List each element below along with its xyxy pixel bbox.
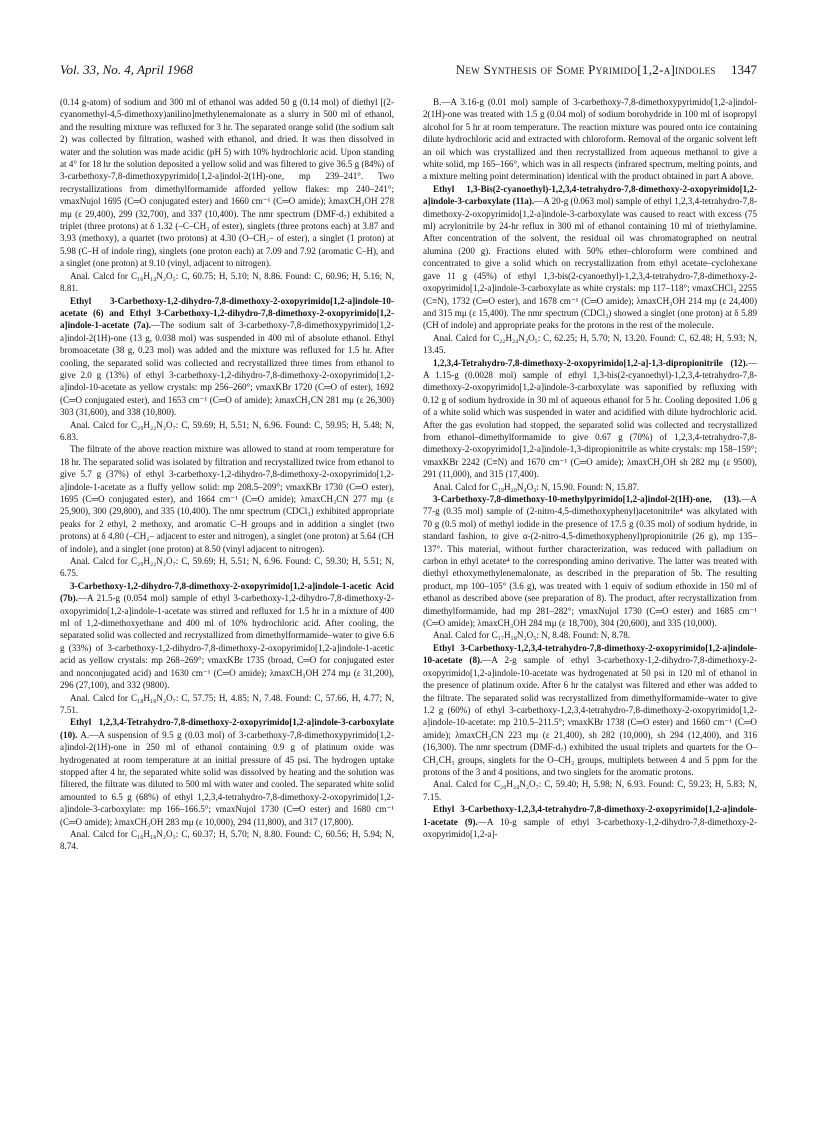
paragraph (60, 96, 394, 270)
paragraph (423, 481, 757, 493)
compound-heading: Ethyl 3-Carbethoxy-1,2,3,4-tetrahydro-7,8-dimethoxy-2-oxopyrimido[1,2-a]indole-1-acetate (9). (423, 804, 757, 827)
paragraph (60, 692, 394, 717)
paragraph-text: Anal. Calcd for C₁₆H₁₄N₂O₅: C, 60.75; H, 5.10; N, 8.86. Found: C, 60.96; H, 5.16; N, 8.81. (60, 270, 394, 294)
paragraph-text: Anal. Calcd for C₂₀H₂₂N₂O₇: C, 59.69; H, 5.51; N, 6.96. Found: C, 59.30; H, 5.51; N, 6.75. (60, 556, 394, 579)
page-number: 1347 (731, 62, 757, 77)
paragraph-text: (0.14 g-atom) of sodium and 300 ml of ethanol was added 50 g (0.14 mol) of diethyl [(2-cyanomethyl-4,5-dimethoxy)anilino]methylenemalonate as a slurry in 500 ml of ethanol, and the resulting mixture was refluxed for 3 hr. The separated orange solid (the sodium salt 2) was collected by filtration, washed with ethanol, and dried. It was then dissolved in water and the solution was made acidic (pH 5) with 10% hydrochloric acid. Upon standing at 4° for 18 hr the solution deposited a yellow solid and was filtered to give 36.5 g (84%) of 3-carbethoxy-7,8-dimethoxypyrimido[1,2-a]indol-2(1H)-one, mp 239–241°. Two recrystallizations from dimethylformamide afforded yellow flakes: mp 240–241°; νmaxNujol 1695 (C═O conjugated ester) and 1660 cm⁻¹ (C═O amide); λmaxCH₃OH 278 mμ (ε 29,400), 299 (32,700), and 337 (10,400). The nmr spectrum (DMF-d₇) exhibited a triplet (three protons) at δ 1.32 (–C–CH₃ of ester), singlets (three protons each) at 3.87 and 3.93 (methoxy), a quartet (two protons) at 4.30 (O–CH₂– of ester), a singlet (1 proton) at 5.98 (C–H of indole ring), singlets (one proton each) at 7.09 and 7.92 (aromatic C–H), and a singlet (one proton) at 9.10 (vinyl, adjacent to nitrogen). (60, 97, 394, 269)
paragraph (60, 270, 394, 295)
running-header (60, 62, 757, 82)
volume-info: Vol. 33, No. 4, April 1968 (60, 62, 194, 77)
compound-heading: 3-Carbethoxy-1,2-dihydro-7,8-dimethoxy-2-oxopyrimido[1,2-a]indole-1-acetic Acid (7b). (60, 580, 394, 604)
paragraph (423, 183, 757, 332)
paragraph-text: —A 21.5-g (0.054 mol) sample of ethyl 3-carbethoxy-1,2-dihydro-7,8-dimethoxy-2-oxopyrimido[1,2-a]indole-1-acetate was stirred and refluxed for 1.5 hr in a mixture of 400 ml of 1,2-dimethoxyethane and 400 ml of 10% hydrochloric acid. After cooling, the separated solid was collected and recrystallized from dimethylformamide–water to give 6.6 g (33%) of 3-carbethoxy-1,2-dihydro-7,8-dimethoxy-2-oxopyrimido[1,2-a]indole-1-acetic acid as yellow crystals: mp 268–269°; νmaxKBr 1735 (broad, C═O for conjugated ester and nonconjugated acid) and 1630 cm⁻¹ (C═O amide); λmaxCH₃OH 274 mμ (ε 31,200), 296 (27,100), and 332 (9800). (60, 593, 394, 691)
paragraph-text: —A 20-g (0.063 mol) sample of ethyl 1,2,3,4-tetrahydro-7,8-dimethoxy-2-oxopyrimido[1,2-a]indole-3-carboxylate was caused to react with excess (75 ml) acrylonitrile by 24-hr reflux in 300 ml of ethanol containing 10 ml of triethylamine. After concentration of the solvent, the residual oil was chromatographed on neutral alumina (200 g). Fractions eluted with 50% ether–chloroform were combined and concentrated to give a solid which on recrystallization from ethyl acetate–cyclohexane gave 11 g (45%) of ethyl 1,3-bis(2-cyanoethyl)-1,2,3,4-tetrahydro-7,8-dimethoxy-2-oxopyrimido[1,2-a]indole-3-carboxylate as white crystals: mp 117–118°; νmaxCHCl₃ 2255 (C≡N), 1732 (C═O ester), and 1678 cm⁻¹ (C═O amide); λmaxCH₃OH 214 mμ (ε 24,400) and 315 mμ (ε 15,400). The nmr spectrum (CDCl₃) showed a singlet (one proton) at δ 5.89 (CH of indole) and appropriate peaks for the protons in the rest of the molecule. (423, 196, 757, 331)
right-column (423, 96, 757, 840)
paragraph-text: The filtrate of the above reaction mixture was allowed to stand at room temperature for 18 hr. The separated solid was isolated by filtration and recrystallized twice from ethanol to give 5.7 g (37%) of ethyl 3-carbethoxy-1,2-dihydro-7,8-dimethoxy-2-oxopyrimido[1,2-a]indole-1-acetate as a fluffy yellow solid: mp 208.5–209°; νmaxKBr 1730 (C═O ester), 1695 (C═O conjugated ester), and 1664 cm⁻¹ (C═O amide); λmaxCH₃CN 277 mμ (ε 25,900), 300 (29,800), and 335 (10,400). The nmr spectrum (CDCl₃) exhibited appropriate peaks for 2 ethyl, 2 methoxy, and aromatic C–H groups and in addition a singlet (two protons) at δ 4.80 (–CH₂– adjacent to ester and nitrogen), a singlet (one proton) at 5.64 (CH of indole), and a singlet (one proton) at 8.50 (vinyl adjacent to nitrogen). (60, 444, 394, 554)
paragraph-text: A.—A suspension of 9.5 g (0.03 mol) of 3-carbethoxy-7,8-dimethoxypyrimido[1,2-a]indol-2(1H)-one in 250 ml of ethanol containing 0.9 g of platinum oxide was hydrogenated at room temperature at an initial pressure of 45 psi. The hydrogen uptake stopped after 4 hr, the separated white solid was dissolved by heating and the solution was filtered, the filtrate was diluted to 500 ml with water and cooled. The separated white solid amounted to 6.5 g (68%) of ethyl 1,2,3,4-tetrahydro-7,8-dimethoxy-2-oxopyrimido[1,2-a]indole-3-carboxylate: mp 166–166.5°; νmaxNujol 1730 (C═O ester) and 1680 cm⁻¹ (C═O amide); λmaxCH₃OH 283 mμ (ε 10,000), 294 (11,800), and 317 (17,800). (60, 729, 394, 827)
paragraph-text: Anal. Calcd for C₁₆H₁₈N₂O₅: C, 60.37; H, 5.70; N, 8.80. Found: C, 60.56; H, 5.94; N, 8.74. (60, 828, 394, 852)
paragraph (423, 332, 757, 357)
compound-heading: Ethyl 1,3-Bis(2-cyanoethyl)-1,2,3,4-tetrahydro-7,8-dimethoxy-2-oxopyrimido[1,2-a]indole-3-carboxylate (11a). (423, 183, 757, 207)
paragraph-text: —A 2-g sample of ethyl 3-carbethoxy-1,2-dihydro-7,8-dimethoxy-2-oxopyrimido[1,2-a]indole-10-acetate was hydrogenated at 50 psi in 120 ml of ethanol in the presence of platinum oxide. After 6 hr the catalyst was filtered and ether was added to the filtrate. The separated solid was recrystallized from dimethylformamide–water to give 1.2 g (60%) of ethyl 3-carbethoxy-1,2,3,4-tetrahydro-7,8-dimethoxy-2-oxopyrimido[1,2-a]indole-10-acetate: mp 210.5–211.5°; νmaxKBr 1738 (C═O ester) and 1660 cm⁻¹ (C═O amide); λmaxCH₃CN 223 mμ (ε 21,400), sh 282 (10,000), sh 294 (12,400), and 316 (16,300). The nmr spectrum (DMF-d₇) exhibited the usual triplets and quartets for the O–CH₂CH₃ groups, singlets for the O–CH₃ groups, multiplets between 4 and 5 ppm for the protons of the 3 and 4 positions, and two singlets for the aromatic protons. (423, 655, 757, 777)
paragraph-text: Anal. Calcd for C₂₀H₂₂N₂O₇: C, 59.69; H, 5.51; N, 6.96. Found: C, 59.95; H, 5.48; N, 6.83. (60, 419, 394, 442)
paragraph (423, 803, 757, 840)
paragraph-text: —The sodium salt of 3-carbethoxy-7,8-dimethoxypyrimido[1,2-a]indol-2(1H)-one (13 g, 0.038 mol) was suspended in 400 ml of absolute ethanol. Ethyl bromoacetate (38 g, 0.23 mol) was added and the mixture was refluxed for 1.5 hr. After cooling, the separated solid was collected and recrystallized three times from ethanol to give 2.0 g (13%) of ethyl 3-carbethoxy-1,2-dihydro-7,8-dimethoxy-2-oxopyrimido[1,2-a]indol-10-acetate as yellow crystals: mp 256–260°; νmaxKBr 1720 (C═O of ester), 1692 (C═O conjugated ester), and 1653 cm⁻¹ (C═O of amide); λmaxCH₃CN 281 mμ (ε 26,300) 303 (31,600), and 338 (10,800). (60, 320, 395, 418)
compound-heading: 3-Carbethoxy-7,8-dimethoxy-10-methylpyrimido[1,2-a]indol-2(1H)-one, (13). (433, 494, 742, 504)
paragraph (423, 642, 757, 778)
paragraph (60, 716, 394, 828)
paragraph (60, 828, 394, 853)
paragraph (423, 493, 757, 629)
paragraph (60, 443, 394, 555)
left-column (60, 96, 394, 853)
paragraph (60, 419, 394, 444)
paragraph (423, 96, 757, 183)
compound-heading: Ethyl 1,2,3,4-Tetrahydro-7,8-dimethoxy-2-oxopyrimido[1,2-a]indole-3-carboxylate (10). (60, 717, 394, 740)
running-title-block (456, 62, 757, 78)
paragraph-text: Anal. Calcd for C₁₇H₁₈N₂O₅: N, 8.48. Found: N, 8.78. (433, 630, 631, 641)
compound-heading: Ethyl 3-Carbethoxy-1,2,3,4-tetrahydro-7,8-dimethoxy-2-oxopyrimido[1,2-a]indole-10-acetate (8). (423, 642, 757, 666)
compound-heading: 1,2,3,4-Tetrahydro-7,8-dimethoxy-2-oxopyrimido[1,2-a]-1,3-dipropionitrile (12). (433, 357, 748, 368)
paragraph-text: —A 10-g sample of ethyl 3-carbethoxy-1,2-dihydro-7,8-dimethoxy-2-oxopyrimido[1,2-a]- (423, 816, 757, 839)
paragraph-text: —A 1.15-g (0.0028 mol) sample of ethyl 1,3-bis(2-cyanoethyl)-1,2,3,4-tetrahydro-7,8-dimethoxy-2-oxopyrimido[1,2-a]indole-3-carboxylate was saponified by refluxing with 0.12 g of sodium hydroxide in 30 ml of aqueous ethanol for 5 hr. Cooling deposited 1.06 g of a white solid which was suspended in water and acidified with dilute hydrochloric acid. After the gas evolution had stopped, the separated solid was collected and recrystallized from ethanol–dimethylformamide to give 0.67 g (70%) of 1,2,3,4-tetrahydro-7,8-dimethoxy-2-oxopyrimido[1,2-a]indole-1,3-dipropionitrile as white crystals: mp 158–159°; νmaxKBr 2242 (C≡N) and 1670 cm⁻¹ (C═O amide); λmaxCH₃OH sh 282 mμ (ε 9500), 291 (11,000), and 315 (17,400). (423, 357, 757, 480)
compound-heading: Ethyl 3-Carbethoxy-1,2-dihydro-7,8-dimethoxy-2-oxopyrimido[1,2-a]indole-10-acetate (6) and Ethyl 3-Carbethoxy-1,2-dihydro-7,8-dimethoxy-2-oxopyrimido[1,2-a]indole-1-acetate (7a). (60, 295, 394, 331)
paragraph-text: Anal. Calcd for C₂₀H₂₄N₂O₇: C, 59.40; H, 5.98; N, 6.93. Found: C, 59.23; H, 5.83; N, 7.15. (423, 779, 757, 802)
paragraph (60, 295, 394, 419)
paragraph (60, 555, 394, 580)
paragraph-text: Anal. Calcd for C₁₈H₁₈N₂O₇: C, 57.75; H, 4.85; N, 7.48. Found: C, 57.66, H, 4.77; N, 7.51. (60, 692, 394, 715)
paragraph (423, 357, 757, 481)
paragraph-text: Anal. Calcd for C₂₂H₂₄N₄O₅: C, 62.25; H, 5.70; N, 13.20. Found: C, 62.48; H, 5.93; N, 13.45. (423, 332, 757, 356)
paragraph-text: Anal. Calcd for C₁₉H₂₀N₄O₃: N, 15.90. Found: N, 15.87. (433, 481, 640, 492)
running-title: New Synthesis of Some Pyrimido[1,2-a]indoles (455, 62, 716, 77)
paragraph-text: B.—A 3.16-g (0.01 mol) sample of 3-carbethoxy-7,8-dimethoxypyrimido[1,2-a]indol-2(1H)-one was treated with 1.5 g (0.04 mol) of sodium borohydride in 100 ml of isopropyl alcohol for 5 hr at room temperature. The reaction mixture was poured onto ice containing dilute hydrochloric acid and extracted with chloroform. Removal of the organic solvent left an oil which was crystallized and then recrystallized from aqueous methanol to give a white solid, mp 165–166°, which was in all respects (infrared spectrum, melting points, and a mixture melting point determination) identical with the product obtained in part A above. (423, 97, 757, 182)
paragraph (60, 580, 394, 692)
paragraph-text: —A 77-g (0.35 mol) sample of (2-nitro-4,5-dimethoxyphenyl)acetonitrile⁴ was alkylated with 70 g (0.5 mol) of methyl iodide in the presence of 17.5 g (0.35 mol) of sodium hydride, in standard fashion, to give α-(2-nitro-4,5-dimethoxyphenyl)propionitrile (26 g), mp 135–137°. This material, without further characterization, was reduced with palladium on carbon in ethyl acetate⁴ to the corresponding amino derivative. The latter was treated with diethyl ethoxymethylenemalonate, as described in the preparation of 5b. The resulting product, mp 100–105° (3.6 g), was treated with 1 equiv of sodium ethoxide in 150 ml of ethanol as described above (see preparation of 8). The product, after recrystallization from dimethylformamide, had mp 281–282°; νmaxNujol 1730 (C═O ester) and 1685 cm⁻¹ (C═O amide); λmaxCH₃OH 284 mμ (ε 18,700), 304 (20,600), and 335 (10,000). (423, 494, 757, 629)
paragraph (423, 778, 757, 803)
paragraph (423, 629, 757, 641)
